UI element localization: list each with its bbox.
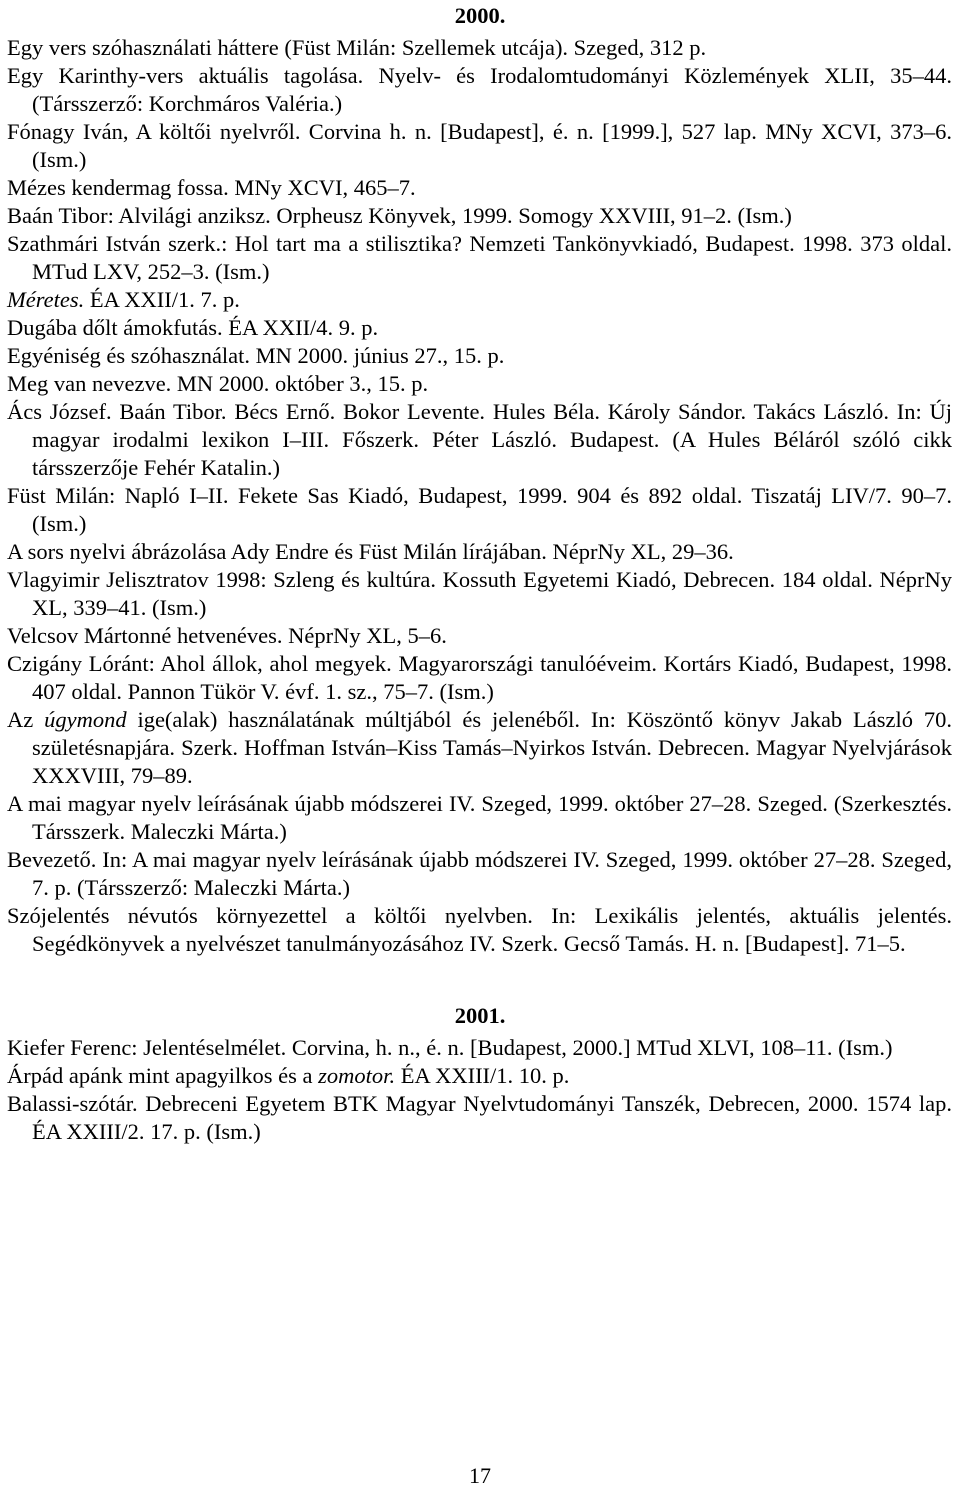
bibliography-entry — [7, 34, 952, 62]
entry-text: Balassi-szótár. Debreceni Egyetem BTK Magyar Nyelvtudományi Tanszék, Debrecen, 2000. 1574 lap. ÉA XXIII/2. 17. p. (Ism.) — [7, 1091, 952, 1144]
entry-list — [0, 1034, 960, 1146]
bibliography-entry — [7, 482, 952, 538]
entry-text: Füst Milán: Napló I–II. Fekete Sas Kiadó, Budapest, 1999. 904 és 892 oldal. Tiszatáj LIV/7. 90–7. (Ism.) — [7, 483, 952, 536]
entry-list — [0, 34, 960, 958]
page-number: 17 — [469, 1463, 491, 1488]
entry-text: ige(alak) használatának múltjából és jelenéből. In: Köszöntő könyv Jakab László 70. születésnapjára. Szerk. Hoffman István–Kiss Tamás–Nyirkos István. Debrecen. Magyar Nyelvjárások XXXVIII, 79–89. — [32, 707, 952, 788]
bibliography-entry — [7, 1062, 952, 1090]
bibliography-entry — [7, 342, 952, 370]
entry-text: A sors nyelvi ábrázolása Ady Endre és Füst Milán lírájában. NéprNy XL, 29–36. — [7, 539, 734, 564]
entry-text: ÉA XXII/1. 7. p. — [84, 287, 240, 312]
bibliography-entry — [7, 902, 952, 958]
entry-text: Fónagy Iván, A költői nyelvről. Corvina h. n. [Budapest], é. n. [1999.], 527 lap. MNy XCVI, 373–6. (Ism.) — [7, 119, 952, 172]
bibliography-entry — [7, 566, 952, 622]
bibliography — [0, 2, 960, 1146]
bibliography-entry — [7, 1090, 952, 1146]
italic-text: zomotor. — [318, 1063, 396, 1088]
entry-text: Kiefer Ferenc: Jelentéselmélet. Corvina, h. n., é. n. [Budapest, 2000.] MTud XLVI, 108–11. (Ism.) — [7, 1035, 893, 1060]
italic-text: Méretes. — [7, 287, 85, 312]
bibliography-entry — [7, 790, 952, 846]
bibliography-entry — [7, 622, 952, 650]
bibliography-entry — [7, 174, 952, 202]
entry-text: Vlagyimir Jelisztratov 1998: Szleng és kultúra. Kossuth Egyetemi Kiadó, Debrecen. 184 oldal. NéprNy XL, 339–41. (Ism.) — [7, 567, 952, 620]
entry-text: Egy vers szóhasználati háttere (Füst Milán: Szellemek utcája). Szeged, 312 p. — [7, 35, 707, 60]
bibliography-entry — [7, 1034, 952, 1062]
bibliography-entry — [7, 846, 952, 902]
year-heading: 2000. — [454, 3, 506, 28]
bibliography-entry — [7, 538, 952, 566]
entry-text: Baán Tibor: Alvilági anziksz. Orpheusz Könyvek, 1999. Somogy XXVIII, 91–2. (Ism.) — [7, 203, 792, 228]
bibliography-entry — [7, 118, 952, 174]
bibliography-entry — [7, 286, 952, 314]
entry-text: Mézes kendermag fossa. MNy XCVI, 465–7. — [7, 175, 416, 200]
bibliography-entry — [7, 314, 952, 342]
entry-text: ÉA XXIII/1. 10. p. — [395, 1063, 570, 1088]
entry-text: Bevezető. In: A mai magyar nyelv leírásának újabb módszerei IV. Szeged, 1999. október 27–28. Szeged, 7. p. (Társszerző: Maleczki Márta.) — [7, 847, 952, 900]
entry-text: Szathmári István szerk.: Hol tart ma a stilisztika? Nemzeti Tankönyvkiadó, Budapest. 1998. 373 oldal. MTud LXV, 252–3. (Ism.) — [7, 231, 952, 284]
year-heading: 2001. — [454, 1003, 506, 1028]
bibliography-entry — [7, 398, 952, 482]
entry-text: Egyéniség és szóhasználat. MN 2000. június 27., 15. p. — [7, 343, 505, 368]
entry-text: Czigány Lóránt: Ahol állok, ahol megyek. Magyarországi tanulóéveim. Kortárs Kiadó, Budapest, 1998. 407 oldal. Pannon Tükör V. évf. 1. sz., 75–7. (Ism.) — [7, 651, 952, 704]
entry-text: Ács József. Baán Tibor. Bécs Ernő. Bokor Levente. Hules Béla. Károly Sándor. Takács László. In: Új magyar irodalmi lexikon I–III. Főszerk. Péter László. Budapest. (A Hules Béláról szóló cikk társszerzője Fehér Katalin.) — [7, 399, 952, 480]
entry-text: Meg van nevezve. MN 2000. október 3., 15. p. — [7, 371, 429, 396]
entry-text: Velcsov Mártonné hetvenéves. NéprNy XL, 5–6. — [7, 623, 447, 648]
entry-text: Szójelentés névutós környezettel a költői nyelvben. In: Lexikális jelentés, aktuális jelentés. Segédkönyvek a nyelvészet tanulmányozásához IV. Szerk. Gecső Tamás. H. n. [Budapest]. 71–5. — [7, 903, 952, 956]
entry-text: Egy Karinthy-vers aktuális tagolása. Nyelv- és Irodalomtudományi Közlemények XLII, 35–44. (Társszerző: Korchmáros Valéria.) — [7, 63, 952, 116]
italic-text: úgymond — [44, 707, 127, 732]
bibliography-entry — [7, 706, 952, 790]
bibliography-entry — [7, 650, 952, 706]
entry-text: A mai magyar nyelv leírásának újabb módszerei IV. Szeged, 1999. október 27–28. Szeged. (Szerkesztés. Társszerk. Maleczki Márta.) — [7, 791, 952, 844]
entry-text: Az — [7, 707, 45, 732]
entry-text: Dugába dőlt ámokfutás. ÉA XXII/4. 9. p. — [7, 315, 379, 340]
bibliography-entry — [7, 370, 952, 398]
entry-text: Árpád apánk mint apagyilkos és a — [7, 1063, 319, 1088]
bibliography-entry — [7, 202, 952, 230]
bibliography-entry — [7, 62, 952, 118]
bibliography-entry — [7, 230, 952, 286]
